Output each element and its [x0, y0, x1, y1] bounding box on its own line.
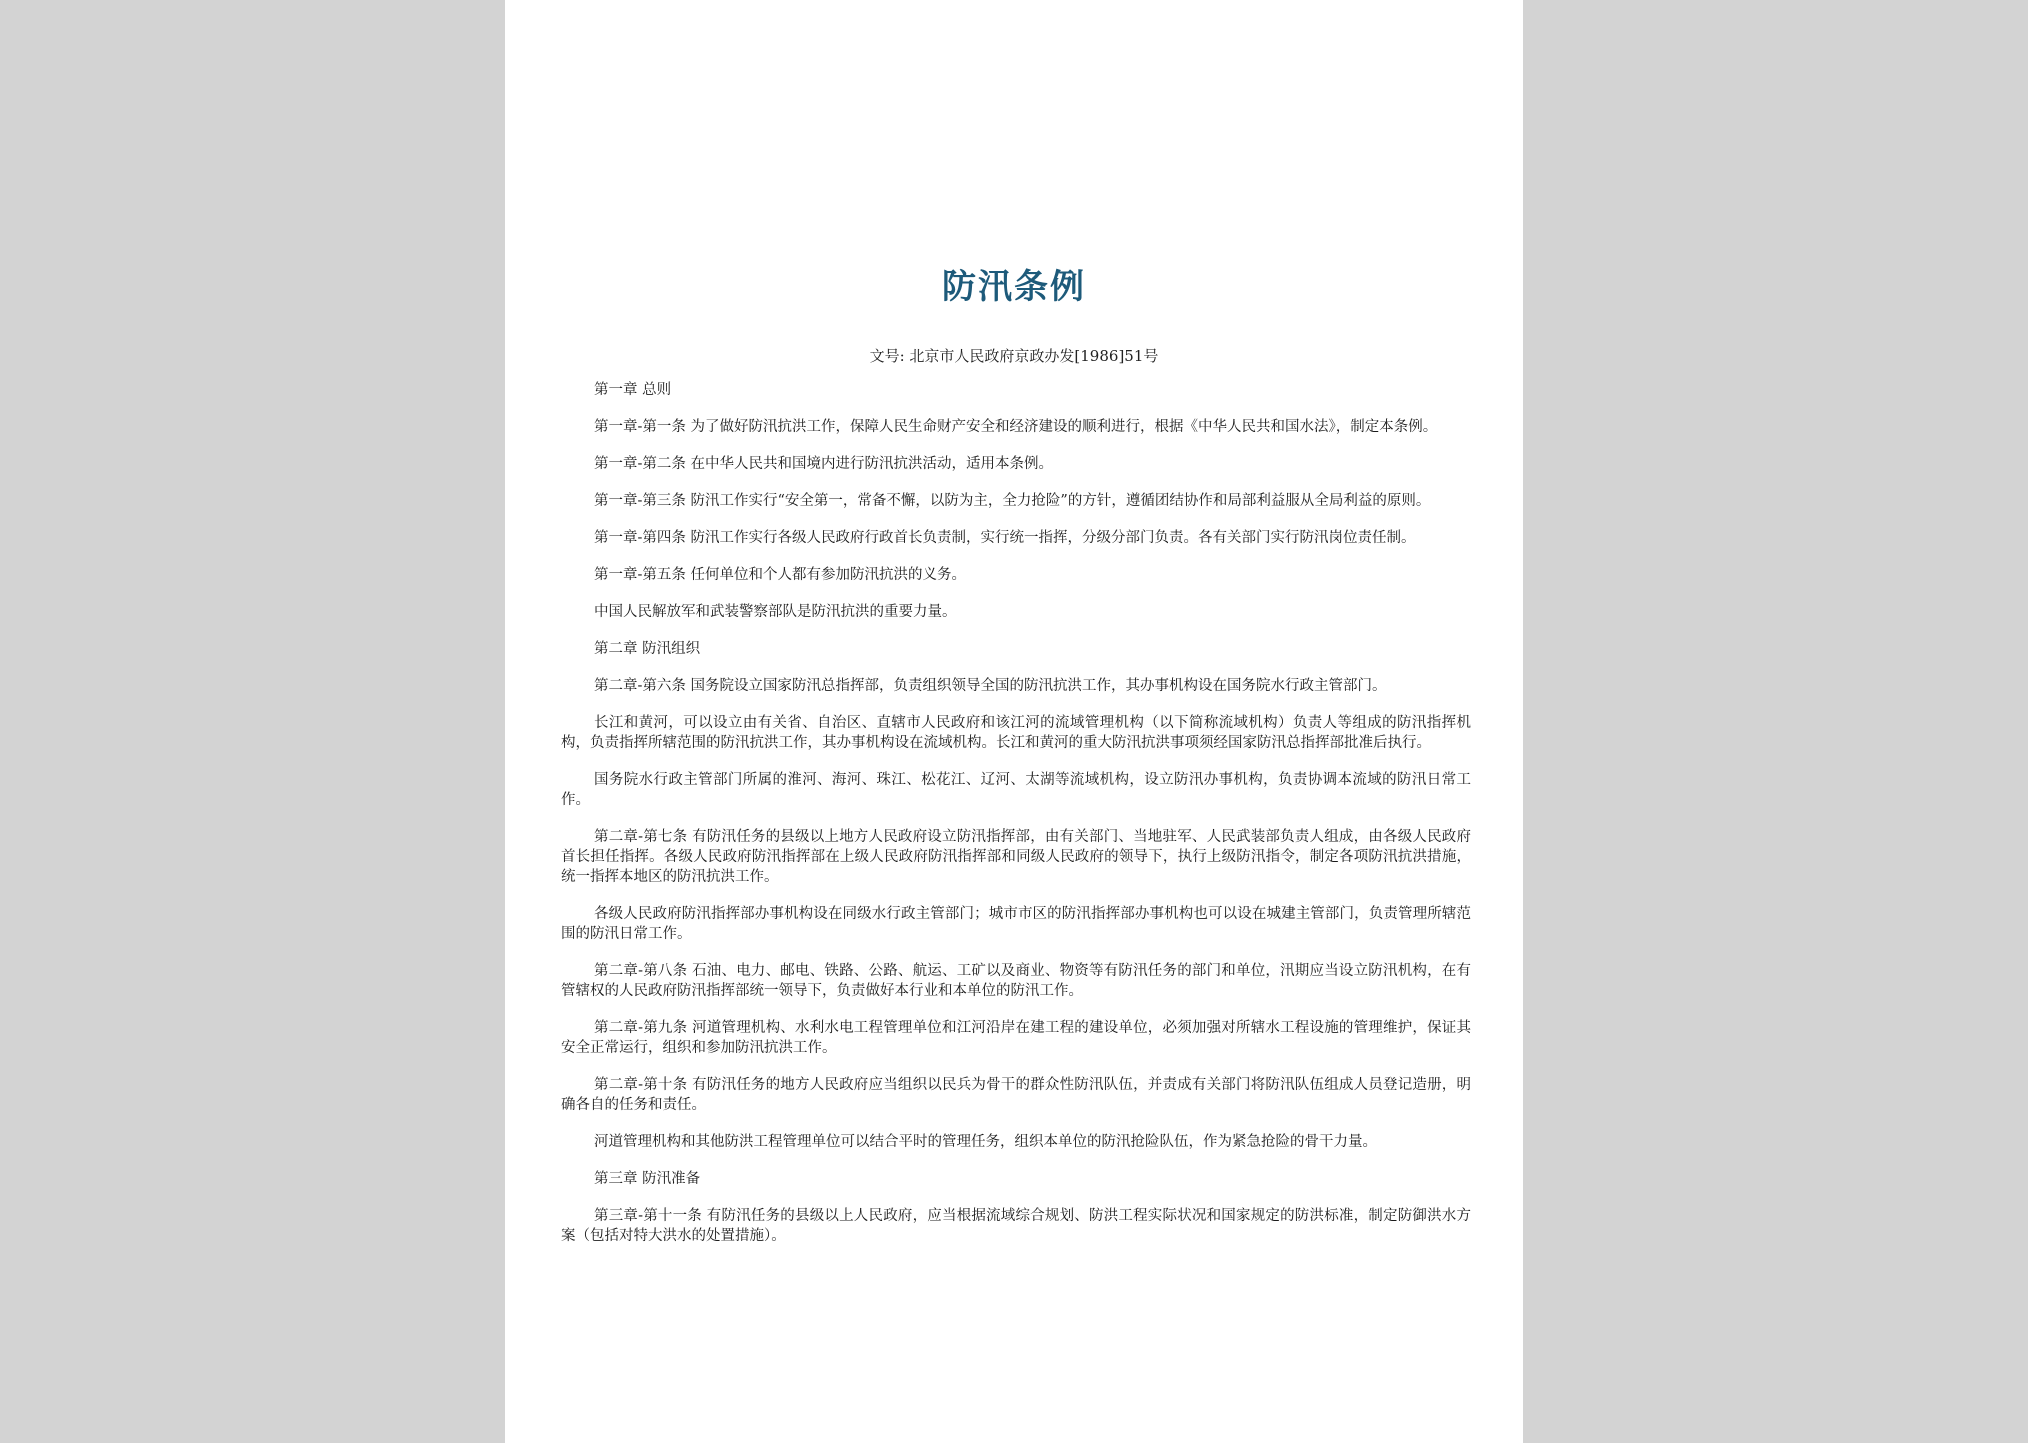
document-body — [561, 380, 1471, 1263]
article-paragraph: 第三章-第十一条 有防汛任务的县级以上人民政府，应当根据流域综合规划、防洪工程实际状况和国家规定的防洪标准，制定防御洪水方案（包括对特大洪水的处置措施）。 — [561, 1208, 1471, 1244]
article-paragraph: 河道管理机构和其他防洪工程管理单位可以结合平时的管理任务，组织本单位的防汛抢险队伍，作为紧急抢险的骨干力量。 — [594, 1134, 1377, 1150]
document-number: 文号: 北京市人民政府京政办发[1986]51号 — [869, 347, 1159, 365]
article-paragraph: 第一章-第四条 防汛工作实行各级人民政府行政首长负责制，实行统一指挥，分级分部门负责。各有关部门实行防汛岗位责任制。 — [594, 530, 1416, 546]
article-paragraph: 第二章-第七条 有防汛任务的县级以上地方人民政府设立防汛指挥部，由有关部门、当地驻军、人民武装部负责人组成，由各级人民政府首长担任指挥。各级人民政府防汛指挥部在上级人民政府防汛指挥部和同级人民政府的领导下，执行上级防汛指令，制定各项防汛抗洪措施，统一指挥本地区的防汛抗洪工作。 — [561, 829, 1471, 885]
article-paragraph: 中国人民解放军和武装警察部队是防汛抗洪的重要力量。 — [594, 604, 957, 620]
article-paragraph: 第一章-第二条 在中华人民共和国境内进行防汛抗洪活动，适用本条例。 — [594, 456, 1054, 472]
article-paragraph: 第二章-第十条 有防汛任务的地方人民政府应当组织以民兵为骨干的群众性防汛队伍，并责成有关部门将防汛队伍组成人员登记造册，明确各自的任务和责任。 — [561, 1077, 1471, 1113]
article-paragraph: 第二章-第六条 国务院设立国家防汛总指挥部，负责组织领导全国的防汛抗洪工作，其办事机构设在国务院水行政主管部门。 — [594, 678, 1387, 694]
article-paragraph: 第二章-第八条 石油、电力、邮电、铁路、公路、航运、工矿以及商业、物资等有防汛任务的部门和单位，汛期应当设立防汛机构，在有管辖权的人民政府防汛指挥部统一领导下，负责做好本行业和本单位的防汛工作。 — [561, 963, 1471, 999]
chapter-heading: 第三章 防汛准备 — [594, 1171, 701, 1187]
document-page — [505, 0, 1523, 1443]
article-paragraph: 国务院水行政主管部门所属的淮河、海河、珠江、松花江、辽河、太湖等流域机构，设立防汛办事机构，负责协调本流域的防汛日常工作。 — [561, 772, 1471, 808]
article-paragraph: 第一章-第一条 为了做好防汛抗洪工作，保障人民生命财产安全和经济建设的顺利进行，根据《中华人民共和国水法》，制定本条例。 — [594, 419, 1438, 435]
chapter-heading: 第一章 总则 — [594, 382, 672, 398]
article-paragraph: 第一章-第五条 任何单位和个人都有参加防汛抗洪的义务。 — [594, 567, 967, 583]
article-paragraph: 第一章-第三条 防汛工作实行“安全第一，常备不懈，以防为主，全力抢险”的方针，遵循团结协作和局部利益服从全局利益的原则。 — [594, 493, 1431, 509]
article-paragraph: 各级人民政府防汛指挥部办事机构设在同级水行政主管部门；城市市区的防汛指挥部办事机构也可以设在城建主管部门，负责管理所辖范围的防汛日常工作。 — [561, 906, 1471, 942]
document-title: 防汛条例 — [942, 267, 1086, 307]
chapter-heading: 第二章 防汛组织 — [594, 641, 701, 657]
article-paragraph: 第二章-第九条 河道管理机构、水利水电工程管理单位和江河沿岸在建工程的建设单位，必须加强对所辖水工程设施的管理维护，保证其安全正常运行，组织和参加防汛抗洪工作。 — [561, 1020, 1471, 1056]
article-paragraph: 长江和黄河，可以设立由有关省、自治区、直辖市人民政府和该江河的流域管理机构（以下简称流域机构）负责人等组成的防汛指挥机构，负责指挥所辖范围的防汛抗洪工作，其办事机构设在流域机构。长江和黄河的重大防汛抗洪事项须经国家防汛总指挥部批准后执行。 — [561, 715, 1471, 751]
